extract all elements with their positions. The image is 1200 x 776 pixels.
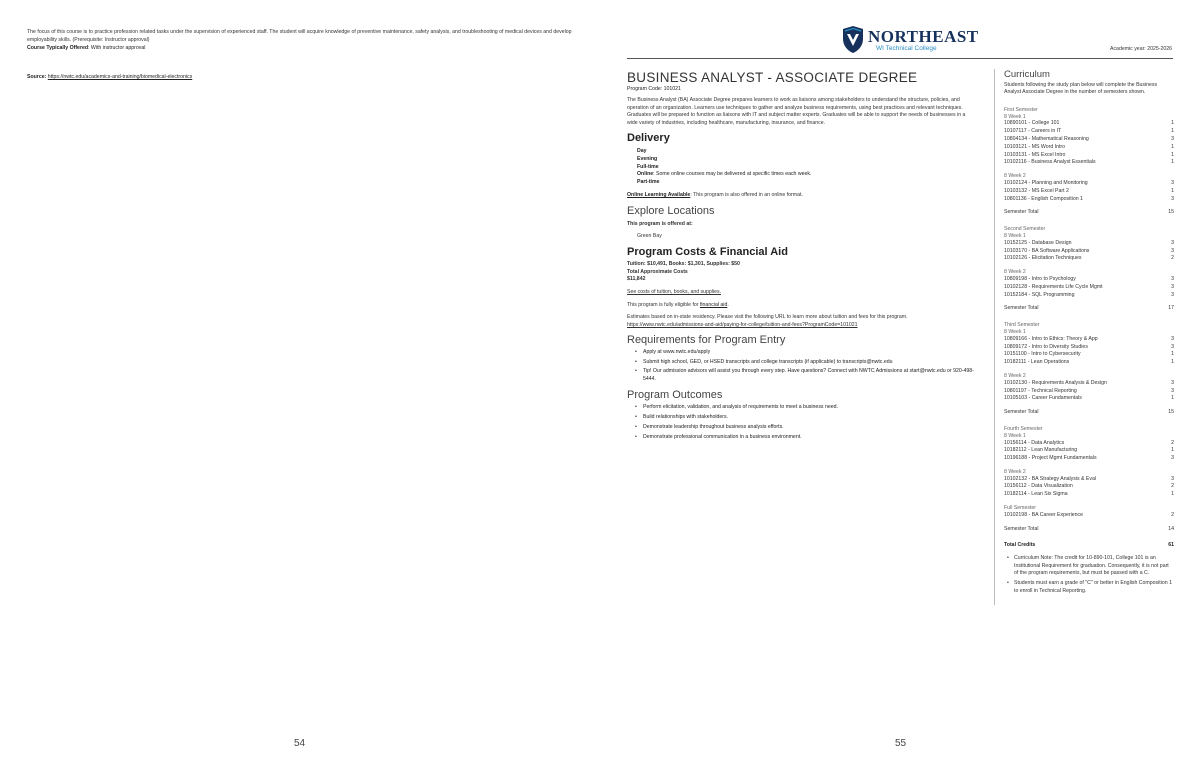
week-label: 8 Week 2 [1004,269,1026,276]
total-credits [1004,542,1174,550]
course-row [1004,128,1174,136]
course-name: 10152125 - Database Design [1004,239,1072,246]
curriculum-heading: Curriculum [1004,69,1050,80]
costs-breakdown: Tuition: $10,491, Books: $1,301, Supplies: $50 [627,261,740,268]
course-credits: 3 [1171,195,1174,202]
course-row [1004,188,1174,196]
course-credits: 3 [1171,379,1174,386]
course-row [1004,447,1174,455]
logo-name: NORTHEAST [868,27,979,46]
fa-suffix: . [727,301,729,308]
page-number-right: 55 [895,738,907,749]
tuition-url-link[interactable]: https://www.nwtc.edu/admissions-and-aid/paying-for-college/tuition-and-fees?ProgramCode=101021 [627,321,858,328]
list-item: • Submit high school, GED, or HSED transcripts and college transcripts (if applicable) to transcripts@nwtc.edu [627,359,977,367]
course-credits: 3 [1171,455,1174,462]
course-name: 10801197 - Technical Reporting [1004,387,1077,394]
page-number-left: 54 [294,738,306,749]
course-credits: 1 [1171,359,1174,366]
course-name: 10103121 - MS Word Intro [1004,143,1066,150]
course-name: 10809198 - Intro to Psychology [1004,275,1076,282]
course-row [1004,491,1174,499]
course-name: 10809166 - Intro to Ethics: Theory & App [1004,335,1098,342]
course-credits: 2 [1171,439,1174,446]
week-group [1004,329,1174,367]
course-credits: 1 [1171,120,1174,127]
course-row [1004,351,1174,359]
curriculum-notes [1004,555,1174,595]
financial-aid-line [627,302,977,310]
course-name: 10103132 - MS Excel Part 2 [1004,187,1069,194]
semester-total-value: 15 [1168,209,1174,216]
course-name: 10107117 - Careers in IT [1004,128,1062,135]
course-row [1004,276,1174,284]
course-credits: 1 [1171,187,1174,194]
course-credits: 3 [1171,343,1174,350]
course-credits: 1 [1171,128,1174,135]
course-credits: 3 [1171,275,1174,282]
delivery-item-online [627,171,977,179]
course-row [1004,476,1174,484]
requirements-heading: Requirements for Program Entry [627,334,786,347]
course-credits: 1 [1171,143,1174,150]
week-group [1004,373,1174,403]
see-costs-link[interactable]: See costs of tuition, books, and supplies. [627,288,722,295]
offered-at: This program is offered at: [627,220,693,227]
course-credits: 3 [1171,335,1174,342]
semester-total [1004,305,1174,313]
semester-list [1004,107,1174,534]
requirements-list [627,349,977,383]
week-group [1004,269,1174,299]
course-name: 10809172 - Intro to Diversity Studies [1004,343,1088,350]
financial-aid-link[interactable]: financial aid [699,301,728,308]
semester-total [1004,409,1174,417]
course-name: 10156114 - Data Analytics [1004,439,1065,446]
course-row [1004,388,1174,396]
course-name: 10102132 - BA Strategy Analysis & Eval [1004,475,1096,482]
college-logo [842,26,979,56]
course-name: 10151100 - Intro to Cybersecurity [1004,351,1081,358]
week-group [1004,173,1174,203]
course-credits: 3 [1171,291,1174,298]
week-group [1004,433,1174,463]
course-row [1004,152,1174,160]
header-divider [627,58,1173,59]
course-row [1004,440,1174,448]
curriculum-intro: Students following the study plan below will complete the Business Analyst Associate Degree in the number of semesters shown. [1004,82,1158,96]
shield-icon [842,26,864,54]
semester-block [1004,226,1174,313]
curriculum-panel [994,69,1174,605]
course-name: 10105103 - Career Fundamentals [1004,395,1082,402]
course-name: 10102128 - Requirements Life Cycle Mgmt [1004,283,1103,290]
course-credits: 2 [1171,511,1174,518]
delivery-item: Full-time [637,163,659,170]
program-code: Program Code: 101021 [627,86,681,92]
total-credits-label: Total Credits [1004,542,1036,549]
online-learning-text: : This program is also offered in an online format. [690,192,803,199]
location-item: Green Bay [637,232,662,239]
course-name: 10182114 - Lean Six Sigma [1004,491,1068,498]
course-row [1004,136,1174,144]
course-row [1004,284,1174,292]
week-label: 8 Week 2 [1004,468,1026,475]
outcomes-heading: Program Outcomes [627,388,723,401]
course-credits: 3 [1171,283,1174,290]
online-label: Online [637,171,654,178]
course-row [1004,336,1174,344]
week-label: 8 Week 2 [1004,372,1026,379]
course-description: The focus of this course is to practice profession related tasks under the supervision of experienced staff. The student will acquire knowledge of preventive maintenance, safety analysis, and troubleshooting of medical devices and develop employability skills. (Prerequisite: Instructor approval) [27,29,572,43]
course-name: 10182112 - Lean Manufacturing [1004,447,1078,454]
online-learning-link[interactable]: Online Learning Available [627,192,691,199]
program-intro: The Business Analyst (BA) Associate Degree prepares learners to work as liaisons among stakeholders to understand the structure, policies, and operation of an organization. Learners use techniques to gather and analyze business requirements, using best practices and relevant techniques. Graduates will be prepared to function as liaisons with IT and subject matter experts. Graduates will be able to support the needs of businesses in a wide variety of industries, including healthcare, manufacturing, insurance, and finance. [627,97,966,126]
source-line [27,73,192,81]
semester-name: Fourth Semester [1004,425,1043,432]
estimates-text: Estimates based on in-state residency. Please visit the following URL to learn more about tuition and fees for this program. [627,314,908,321]
week-label: 8 Week 1 [1004,113,1026,120]
course-row [1004,483,1174,491]
course-name: 10102124 - Planning and Monitoring [1004,179,1088,186]
course-name: 10152184 - SQL Programming [1004,291,1075,298]
delivery-item: Day [637,148,647,155]
source-link[interactable]: https://nwtc.edu/academics-and-training/biomedical-electronics [47,74,193,80]
course-name: 10102198 - BA Career Experience [1004,511,1084,518]
semester-total [1004,209,1174,217]
week-group [1004,114,1174,168]
semester-total-label: Semester Total [1004,305,1039,312]
course-credits: 2 [1171,255,1174,262]
list-item: • Demonstrate professional communication in a business environment. [627,434,977,442]
course-credits: 1 [1171,151,1174,158]
course-row [1004,144,1174,152]
course-credits: 3 [1171,136,1174,142]
course-row [1004,255,1174,263]
course-name: 10103170 - BA Software Applications [1004,247,1090,254]
course-name: 10801136 - English Composition 1 [1004,195,1083,202]
course-name: 10804134 - Mathematical Reasoning [1004,136,1089,142]
week-label: 8 Week 1 [1004,432,1026,439]
course-row [1004,344,1174,352]
semester-block [1004,322,1174,417]
course-row [1004,248,1174,256]
list-item: • Perform elicitation, validation, and analysis of requirements to meet a business need. [627,404,977,412]
course-name: 10102126 - Elicitation Techniques [1004,255,1082,262]
course-credits: 3 [1171,239,1174,246]
course-credits: 1 [1171,395,1174,402]
course-name: 10156112 - Data Visualization [1004,483,1073,490]
locations-heading: Explore Locations [627,204,715,217]
week-label: 8 Week 1 [1004,232,1026,239]
course-name: 10182111 - Lean Operations [1004,359,1070,366]
course-row [1004,359,1174,367]
curriculum-note: • Students must earn a grade of "C" or better in English Composition 1 to enroll in Technical Reporting. [1004,580,1174,595]
offered-label: Course Typically Offered [27,45,89,51]
program-title: BUSINESS ANALYST - ASSOCIATE DEGREE [627,70,918,85]
semester-total-value: 17 [1168,305,1174,312]
semester-name: Second Semester [1004,226,1046,233]
course-credits: 1 [1171,491,1174,498]
fa-prefix: This program is fully eligible for [627,301,700,308]
course-credits: 1 [1171,351,1174,358]
week-group [1004,233,1174,263]
semester-total-label: Semester Total [1004,209,1039,216]
curriculum-note: • Curriculum Note: The credit for 10-890-101, College 101 is an Institutional Requirement for graduation. Consequently, it is not part of the program requirements, but must be passed with a C. [1004,555,1174,578]
course-credits: 2 [1171,483,1174,490]
semester-name: First Semester [1004,106,1038,113]
outcomes-list [627,404,977,442]
academic-year: Academic year: 2025-2026 [1110,46,1172,52]
right-page [600,0,1200,776]
semester-total [1004,526,1174,534]
source-label: Source: [27,74,47,80]
course-credits: 1 [1171,159,1174,166]
course-name: 10103131 - MS Excel Intro [1004,151,1066,158]
course-credits: 3 [1171,475,1174,482]
week-group [1004,505,1174,520]
semester-total-label: Semester Total [1004,525,1039,532]
course-row [1004,395,1174,403]
course-credits: 1 [1171,447,1174,454]
course-row [1004,240,1174,248]
course-name: 10102116 - Business Analyst Essentials [1004,159,1096,166]
course-offered [27,44,145,52]
course-credits: 3 [1171,179,1174,186]
delivery-list [627,148,977,186]
semester-total-value: 14 [1168,525,1174,532]
course-row [1004,292,1174,300]
program-details [627,70,977,442]
course-row [1004,196,1174,204]
week-label: 8 Week 2 [1004,173,1026,180]
list-item: • Build relationships with stakeholders. [627,414,977,422]
semester-block [1004,107,1174,217]
course-row [1004,380,1174,388]
list-item: • Demonstrate leadership throughout business analysis efforts. [627,424,977,432]
online-learning-note [627,192,977,200]
logo-subtitle: WI Technical College [876,45,937,52]
delivery-item: Part-time [637,178,660,185]
semester-name: Third Semester [1004,322,1040,329]
semester-block [1004,426,1174,534]
costs-total: $11,842 [627,276,646,283]
course-row [1004,159,1174,167]
course-name: 10890101 - College 101 [1004,120,1060,127]
semester-total-label: Semester Total [1004,409,1039,416]
online-text: : Some online courses may be delivered at specific times each week. [653,171,812,178]
course-credits: 3 [1171,387,1174,394]
course-row [1004,455,1174,463]
course-name: 10196188 - Project Mgmt Fundamentals [1004,455,1097,462]
course-credits: 3 [1171,247,1174,254]
list-item: • Apply at www.nwtc.edu/apply [627,349,977,357]
week-label: Full Semester [1004,505,1036,512]
offered-value: : With instructor approval [88,45,146,51]
semester-total-value: 15 [1168,409,1174,416]
course-row [1004,180,1174,188]
delivery-heading: Delivery [627,132,670,145]
costs-total-label: Total Approximate Costs [627,268,688,275]
course-row [1004,120,1174,128]
list-item: • Tip! Our admission advisors will assist you through every step. Have questions? Connect with NWTC Admissions at start@nwtc.edu or 920-498-5444. [627,368,977,383]
costs-heading: Program Costs & Financial Aid [627,246,788,259]
week-label: 8 Week 1 [1004,328,1026,335]
delivery-item: Evening [637,155,658,162]
week-group [1004,469,1174,499]
total-credits-value: 61 [1168,542,1174,549]
course-name: 10102130 - Requirements Analysis & Design [1004,379,1107,386]
course-row [1004,512,1174,520]
